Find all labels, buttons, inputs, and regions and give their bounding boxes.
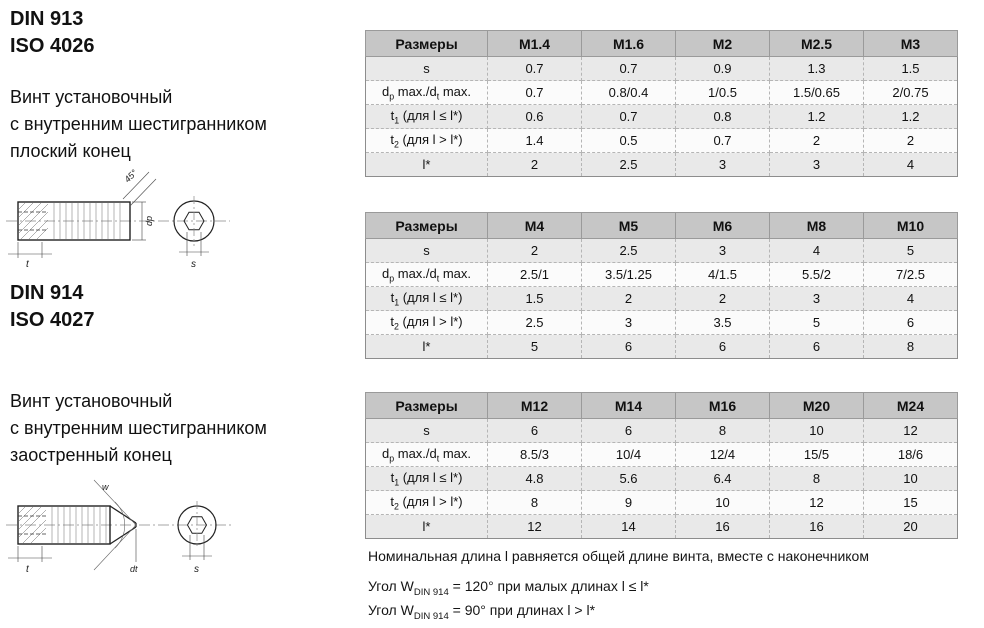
- value-cell: 4: [864, 153, 958, 177]
- table-row: [366, 443, 958, 467]
- value-cell: 2: [582, 287, 676, 311]
- value-cell: 5.6: [582, 467, 676, 491]
- row-label: $t_2$ (для l > l*): [366, 129, 488, 153]
- value-cell: 1.4: [488, 129, 582, 153]
- din-913-heading: [10, 6, 95, 60]
- value-cell: 1.5: [488, 287, 582, 311]
- table-row: [366, 419, 958, 443]
- iso-4027-number: ISO 4027: [10, 309, 95, 331]
- value-cell: 5: [488, 335, 582, 359]
- value-cell: 2: [676, 287, 770, 311]
- row-label: $d_p$ $\max./d_t$ max.: [366, 81, 488, 105]
- value-cell: 3: [676, 153, 770, 177]
- value-cell: 10/4: [582, 443, 676, 467]
- header-label: Размеры: [366, 213, 488, 239]
- table-row: [366, 105, 958, 129]
- end-view: [174, 196, 214, 256]
- dim-t: [8, 546, 52, 562]
- value-cell: 6: [676, 335, 770, 359]
- value-cell: 12/4: [676, 443, 770, 467]
- table-header-row: [366, 31, 958, 57]
- value-cell: 5.5/2: [770, 263, 864, 287]
- header-label: Размеры: [366, 393, 488, 419]
- value-cell: 3: [770, 153, 864, 177]
- header-size: M5: [582, 213, 676, 239]
- dim-dp-label: dp: [144, 215, 154, 226]
- value-cell: 0.7: [488, 57, 582, 81]
- value-cell: 12: [488, 515, 582, 539]
- header-size: M2.5: [770, 31, 864, 57]
- chamfer-angle-label: 45°: [122, 167, 140, 185]
- value-cell: 14: [582, 515, 676, 539]
- row-label: l*: [366, 515, 488, 539]
- table-row: [366, 129, 958, 153]
- value-cell: 8: [488, 491, 582, 515]
- value-cell: 6: [864, 311, 958, 335]
- value-cell: 10: [676, 491, 770, 515]
- value-cell: 12: [770, 491, 864, 515]
- table-header-row: [366, 213, 958, 239]
- value-cell: 0.7: [488, 81, 582, 105]
- row-label: $d_p$ $\max./d_t$ max.: [366, 263, 488, 287]
- value-cell: 3.5: [676, 311, 770, 335]
- dimension-table-medium-sizes: [365, 212, 958, 359]
- cone-angle-label: w: [102, 482, 109, 492]
- value-cell: 20: [864, 515, 958, 539]
- value-cell: 0.7: [582, 57, 676, 81]
- dim-dt-label: dt: [130, 564, 138, 574]
- value-cell: 0.6: [488, 105, 582, 129]
- value-cell: 4: [864, 287, 958, 311]
- table-row: [366, 81, 958, 105]
- description-line: с внутренним шестигранником: [10, 114, 267, 134]
- table-row: [366, 153, 958, 177]
- value-cell: 0.5: [582, 129, 676, 153]
- header-label: Размеры: [366, 31, 488, 57]
- value-cell: 1.5/0.65: [770, 81, 864, 105]
- value-cell: 1/0.5: [676, 81, 770, 105]
- table-row: [366, 287, 958, 311]
- value-cell: 2.5: [582, 153, 676, 177]
- table-row: [366, 335, 958, 359]
- value-cell: 2.5/1: [488, 263, 582, 287]
- row-label: $t_1$ (для l ≤ l*): [366, 105, 488, 129]
- header-size: M24: [864, 393, 958, 419]
- value-cell: 2: [864, 129, 958, 153]
- note-angle-90: Угол $W_{DIN 914} = 90^\circ$ при длинах l > l*: [368, 602, 596, 622]
- description-line: плоский конец: [10, 141, 131, 161]
- value-cell: 8: [770, 467, 864, 491]
- dim-s-label: s: [191, 259, 196, 270]
- dim-t-label: t: [26, 259, 29, 270]
- value-cell: 2.5: [488, 311, 582, 335]
- din-913-description: [10, 84, 267, 165]
- description-line: Винт установочный: [10, 391, 173, 411]
- dim-t: [8, 242, 52, 258]
- value-cell: 9: [582, 491, 676, 515]
- row-label: s: [366, 57, 488, 81]
- value-cell: 2.5: [582, 239, 676, 263]
- note-angle-120: Угол $W_{DIN 914} = 120^\circ$ при малых длинах l ≤ l*: [368, 578, 649, 598]
- value-cell: 3: [770, 287, 864, 311]
- value-cell: 1.3: [770, 57, 864, 81]
- value-cell: 1.2: [864, 105, 958, 129]
- value-cell: 2: [488, 153, 582, 177]
- value-cell: 7/2.5: [864, 263, 958, 287]
- table-row: [366, 57, 958, 81]
- value-cell: 4/1.5: [676, 263, 770, 287]
- value-cell: 1.5: [864, 57, 958, 81]
- value-cell: 3: [582, 311, 676, 335]
- note-nominal-length: Номинальная длина l равняется общей длине винта, вместе с наконечником: [368, 548, 869, 564]
- value-cell: 2/0.75: [864, 81, 958, 105]
- value-cell: 5: [864, 239, 958, 263]
- din-914-heading: [10, 280, 95, 334]
- header-size: M1.4: [488, 31, 582, 57]
- value-cell: 18/6: [864, 443, 958, 467]
- header-size: M1.6: [582, 31, 676, 57]
- description-line: с внутренним шестигранником: [10, 418, 267, 438]
- value-cell: 8: [676, 419, 770, 443]
- table-row: [366, 263, 958, 287]
- value-cell: 6: [582, 419, 676, 443]
- iso-4026-number: ISO 4026: [10, 35, 95, 57]
- value-cell: 0.8/0.4: [582, 81, 676, 105]
- din-914-description: [10, 388, 267, 469]
- table-row: [366, 467, 958, 491]
- header-size: M12: [488, 393, 582, 419]
- table-row: [366, 515, 958, 539]
- value-cell: 6: [488, 419, 582, 443]
- dimension-table-small-sizes: [365, 30, 958, 177]
- value-cell: 0.7: [582, 105, 676, 129]
- description-line: заостренный конец: [10, 445, 172, 465]
- row-label: $t_2$ (для l > l*): [366, 491, 488, 515]
- header-size: M20: [770, 393, 864, 419]
- value-cell: 8.5/3: [488, 443, 582, 467]
- value-cell: 15: [864, 491, 958, 515]
- header-size: M16: [676, 393, 770, 419]
- table-row: [366, 239, 958, 263]
- value-cell: 4.8: [488, 467, 582, 491]
- row-label: $t_2$ (для l > l*): [366, 311, 488, 335]
- dimension-table-large-sizes: [365, 392, 958, 539]
- row-label: $d_p$ $\max./d_t$ max.: [366, 443, 488, 467]
- value-cell: 15/5: [770, 443, 864, 467]
- value-cell: 3.5/1.25: [582, 263, 676, 287]
- value-cell: 12: [864, 419, 958, 443]
- value-cell: 0.8: [676, 105, 770, 129]
- value-cell: 3: [676, 239, 770, 263]
- value-cell: 5: [770, 311, 864, 335]
- table-row: [366, 491, 958, 515]
- row-label: s: [366, 239, 488, 263]
- value-cell: 6: [770, 335, 864, 359]
- value-cell: 10: [770, 419, 864, 443]
- value-cell: 16: [770, 515, 864, 539]
- header-size: M14: [582, 393, 676, 419]
- end-view: [178, 501, 216, 560]
- row-label: $t_1$ (для l ≤ l*): [366, 287, 488, 311]
- value-cell: 0.7: [676, 129, 770, 153]
- header-size: M8: [770, 213, 864, 239]
- row-label: s: [366, 419, 488, 443]
- side-view: [6, 480, 232, 570]
- table-header-row: [366, 393, 958, 419]
- header-size: M4: [488, 213, 582, 239]
- value-cell: 1.2: [770, 105, 864, 129]
- din-914-drawing: [2, 468, 252, 576]
- value-cell: 6.4: [676, 467, 770, 491]
- description-line: Винт установочный: [10, 87, 173, 107]
- row-label: l*: [366, 153, 488, 177]
- dim-t-label: t: [26, 564, 29, 575]
- row-label: $t_1$ (для l ≤ l*): [366, 467, 488, 491]
- value-cell: 0.9: [676, 57, 770, 81]
- table-row: [366, 311, 958, 335]
- din-913-drawing: [2, 166, 252, 270]
- value-cell: 8: [864, 335, 958, 359]
- value-cell: 10: [864, 467, 958, 491]
- value-cell: 2: [488, 239, 582, 263]
- value-cell: 2: [770, 129, 864, 153]
- header-size: M10: [864, 213, 958, 239]
- din-913-number: DIN 913: [10, 8, 84, 30]
- header-size: M6: [676, 213, 770, 239]
- value-cell: 6: [582, 335, 676, 359]
- value-cell: 4: [770, 239, 864, 263]
- header-size: M3: [864, 31, 958, 57]
- din-914-number: DIN 914: [10, 282, 84, 304]
- dim-s-label: s: [194, 564, 199, 575]
- header-size: M2: [676, 31, 770, 57]
- row-label: l*: [366, 335, 488, 359]
- value-cell: 16: [676, 515, 770, 539]
